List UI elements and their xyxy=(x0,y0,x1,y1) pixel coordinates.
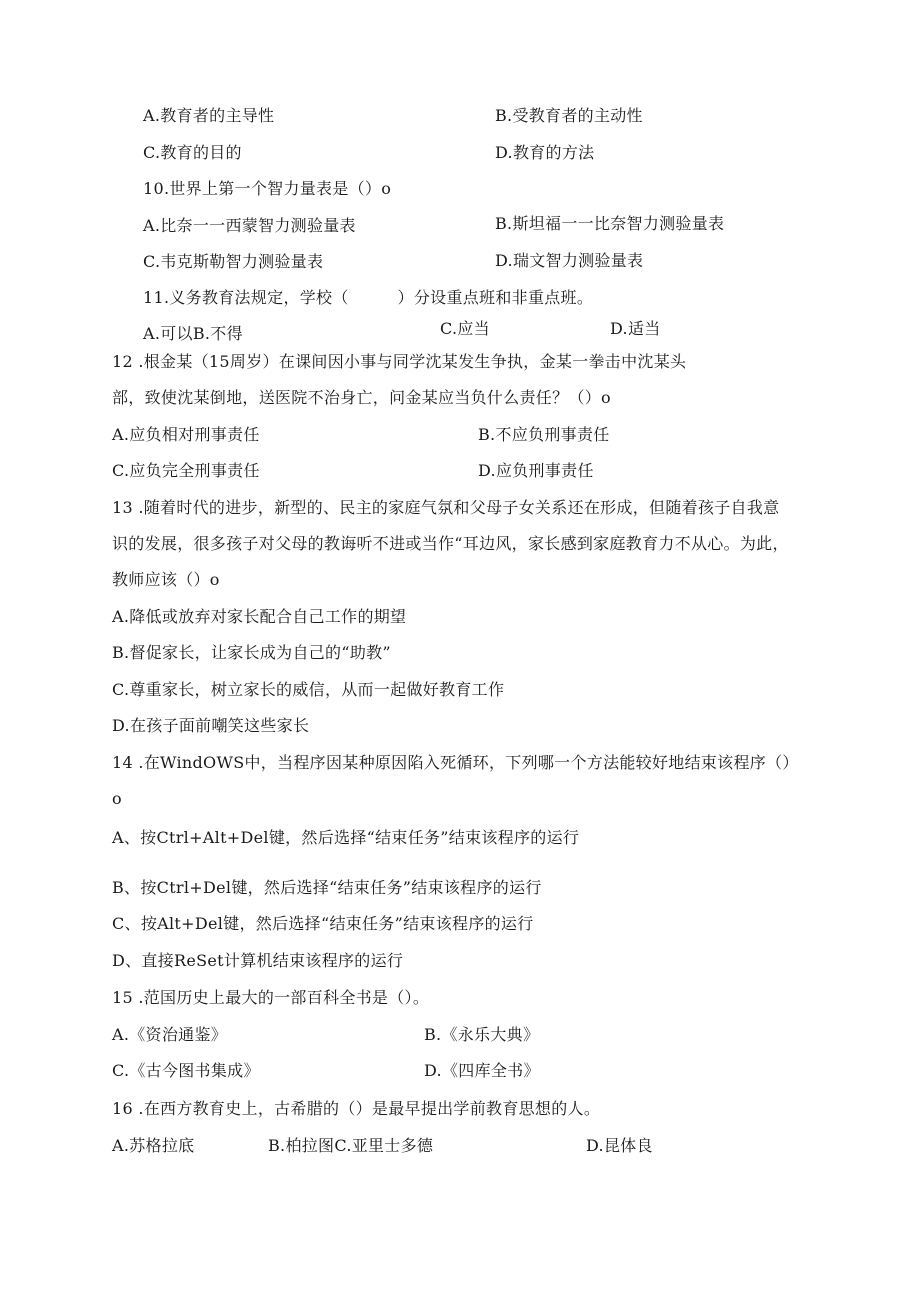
q11-option-ab: A.可以B.不得 xyxy=(143,324,243,343)
q14-option-a: A、按Ctrl+Alt+Del键，然后选择“结束任务”结束该程序的运行 xyxy=(112,828,580,847)
q12-option-d: D.应负刑事责任 xyxy=(478,461,594,480)
q15-option-c: C.《古今图书集成》 xyxy=(112,1061,260,1080)
q13-stem-line-2: 识的发展，很多孩子对父母的教诲听不进或当作“耳边风，家长感到家庭教育力不从心。为此， xyxy=(112,534,789,553)
q14-option-c: C、按Alt+Del键，然后选择“结束任务”结束该程序的运行 xyxy=(112,914,534,933)
q11-option-c: C.应当 xyxy=(440,319,490,338)
q13-stem-line-1: 13 .随着时代的进步，新型的、民主的家庭气氛和父母子女关系还在形成，但随着孩子自我意 xyxy=(112,498,780,517)
q12-stem-line-2: 部，致使沈某倒地，送医院不治身亡，问金某应当负什么责任？（）o xyxy=(112,388,611,407)
q12-option-b: B.不应负刑事责任 xyxy=(478,425,610,444)
q9-option-d: D.教育的方法 xyxy=(495,143,595,162)
q16-stem: 16 .在西方教育史上，古希腊的（）是最早提出学前教育思想的人。 xyxy=(112,1099,601,1118)
q12-stem-line-1: 12 .根金某（15周岁）在课间因小事与同学沈某发生争执，金某一拳击中沈某头 xyxy=(112,352,687,371)
q15-option-b: B.《永乐大典》 xyxy=(424,1025,540,1044)
q16-option-d: D.昆体良 xyxy=(586,1136,653,1155)
q9-option-b: B.受教育者的主动性 xyxy=(495,106,643,125)
q13-stem-line-3: 教师应该（）o xyxy=(112,570,220,589)
q14-stem-line-2: o xyxy=(112,789,122,808)
q12-option-a: A.应负相对刑事责任 xyxy=(112,425,260,444)
q10-option-a: A.比奈一一西蒙智力测验量表 xyxy=(143,216,356,235)
q13-option-d: D.在孩子面前嘲笑这些家长 xyxy=(112,716,310,735)
q10-option-c: C.韦克斯勒智力测验量表 xyxy=(143,252,324,271)
q13-option-a: A.降低或放弃对家长配合自己工作的期望 xyxy=(112,607,407,626)
q15-stem: 15 .范国历史上最大的一部百科全书是（）。 xyxy=(112,988,430,1007)
q10-option-d: D.瑞文智力测验量表 xyxy=(495,251,644,270)
q11-option-d: D.适当 xyxy=(610,319,661,338)
q15-option-d: D.《四库全书》 xyxy=(424,1061,540,1080)
q13-option-b: B.督促家长，让家长成为自己的“助教” xyxy=(112,643,391,662)
q9-option-a: A.教育者的主导性 xyxy=(143,106,275,125)
q15-option-a: A.《资治通鉴》 xyxy=(112,1025,228,1044)
q14-stem-line-1: 14 .在WindOWS中，当程序因某种原因陷入死循环，下列哪一个方法能较好地结束该程序（） xyxy=(112,753,799,772)
q16-option-a: A.苏格拉底 xyxy=(112,1136,195,1155)
q10-stem: 10.世界上第一个智力量表是（）o xyxy=(143,179,392,198)
q10-option-b: B.斯坦福一一比奈智力测验量表 xyxy=(495,214,725,233)
q12-option-c: C.应负完全刑事责任 xyxy=(112,461,260,480)
q16-option-bc: B.柏拉图C.亚里士多德 xyxy=(268,1136,434,1155)
q9-option-c: C.教育的目的 xyxy=(143,143,242,162)
q11-stem: 11.义务教育法规定，学校（ ）分设重点班和非重点班。 xyxy=(143,288,594,307)
q14-option-d: D、直接ReSet计算机结束该程序的运行 xyxy=(112,951,404,970)
q14-option-b: B、按Ctrl+Del键，然后选择“结束任务”结束该程序的运行 xyxy=(112,878,542,897)
q13-option-c: C.尊重家长，树立家长的威信，从而一起做好教育工作 xyxy=(112,680,505,699)
